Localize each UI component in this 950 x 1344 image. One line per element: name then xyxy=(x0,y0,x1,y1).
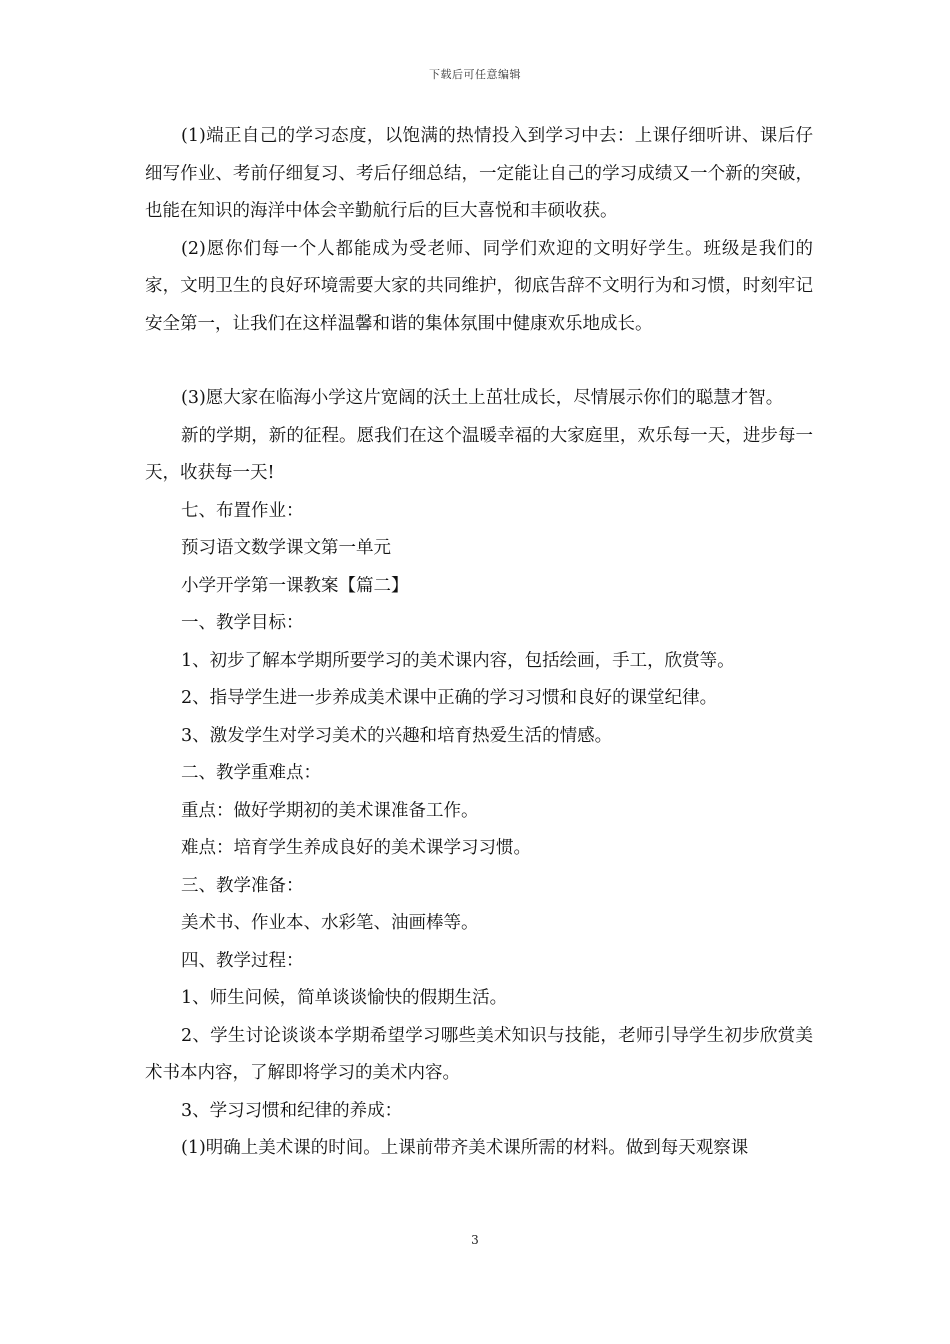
paragraph: 难点：培育学生养成良好的美术课学习习惯。 xyxy=(181,838,531,858)
section-heading: 二、教学重难点： xyxy=(181,763,321,783)
paragraph: 重点：做好学期初的美术课准备工作。 xyxy=(181,800,479,821)
paragraph: 美术书、作业本、水彩笔、油画棒等。 xyxy=(181,913,479,933)
document-body xyxy=(145,118,813,1168)
paragraph: (2)愿你们每一个人都能成为受老师、同学们欢迎的文明好学生。班级是我们的家，文明卫生的良好环境需要大家的共同维护，彻底告辞不文明行为和习惯，时刻牢记安全第一，让我们在这样温馨和谐的集体氛围中健康欢乐地成长。 xyxy=(145,238,813,334)
list-item: 2、学生讨论谈谈本学期希望学习哪些美术知识与技能，老师引导学生初步欣赏美术书本内容，了解即将学习的美术内容。 xyxy=(145,1025,813,1083)
paragraph: 预习语文数学课文第一单元 xyxy=(181,538,391,558)
list-item: 3、激发学生对学习美术的兴趣和培育热爱生活的情感。 xyxy=(181,725,613,746)
blank-line xyxy=(145,343,813,380)
list-item: 3、学习习惯和纪律的养成： xyxy=(181,1100,403,1121)
list-item: 2、指导学生进一步养成美术课中正确的学习习惯和良好的课堂纪律。 xyxy=(181,688,718,708)
section-heading: 四、教学过程： xyxy=(181,950,304,971)
paragraph: (3)愿大家在临海小学这片宽阔的沃土上茁壮成长，尽情展示你们的聪慧才智。 xyxy=(181,388,784,408)
page-header: 下载后可任意编辑 xyxy=(429,68,521,81)
page-number: 3 xyxy=(471,1233,479,1247)
list-item: 1、初步了解本学期所要学习的美术课内容，包括绘画，手工，欣赏等。 xyxy=(181,650,735,671)
section-heading: 七、布置作业： xyxy=(181,500,304,521)
section-heading: 三、教学准备： xyxy=(181,875,304,896)
list-item: 1、师生问候，简单谈谈愉快的假期生活。 xyxy=(181,988,508,1008)
section-heading: 一、教学目标： xyxy=(181,613,304,633)
paragraph: (1)明确上美术课的时间。上课前带齐美术课所需的材料。做到每天观察课 xyxy=(181,1138,749,1158)
lesson-title: 小学开学第一课教案【篇二】 xyxy=(181,575,409,596)
paragraph: (1)端正自己的学习态度，以饱满的热情投入到学习中去：上课仔细听讲、课后仔细写作业、考前仔细复习、考后仔细总结，一定能让自己的学习成绩又一个新的突破，也能在知识的海洋中体会辛勤航行后的巨大喜悦和丰硕收获。 xyxy=(145,126,813,221)
paragraph: 新的学期，新的征程。愿我们在这个温暖幸福的大家庭里，欢乐每一天，进步每一天，收获每一天! xyxy=(145,425,813,483)
